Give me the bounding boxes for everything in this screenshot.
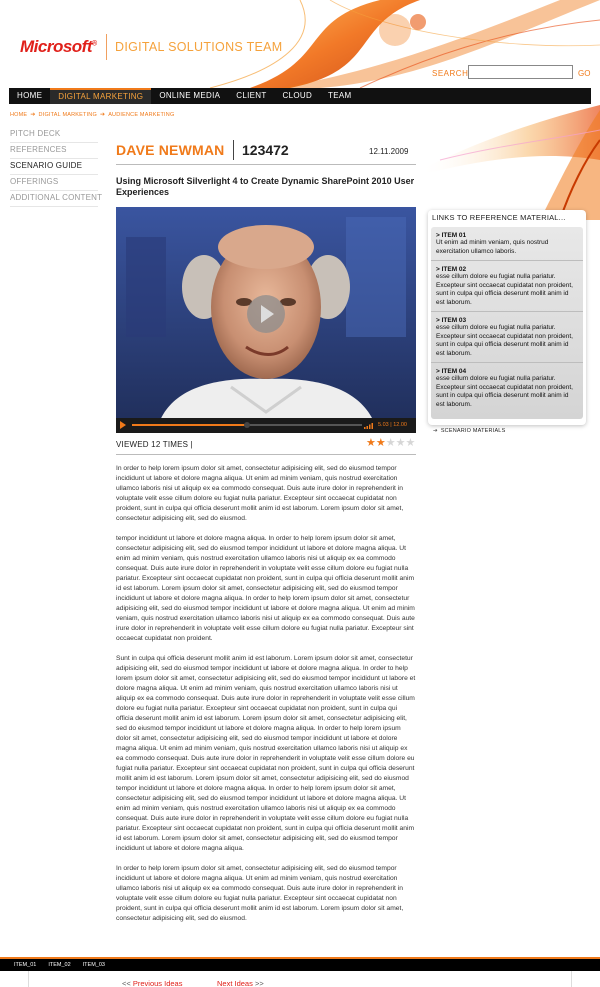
reference-item-desc: Ut enim ad minim veniam, quis nostrud exercitation ullamco laboris.: [436, 239, 549, 255]
reference-item-title: > ITEM 02: [436, 266, 467, 273]
arrow-right-icon: ➔: [30, 112, 36, 118]
footer-item-03[interactable]: ITEM_03: [82, 962, 105, 968]
microsoft-logo[interactable]: [20, 37, 97, 57]
reference-item-04[interactable]: [431, 363, 583, 413]
article-body: [116, 464, 416, 934]
reference-item-02[interactable]: [431, 261, 583, 312]
play-icon[interactable]: [120, 421, 126, 429]
sidebar-item-pitch-deck[interactable]: PITCH DECK: [10, 127, 98, 143]
nav-item-home[interactable]: HOME: [17, 91, 43, 100]
article-paragraph: In order to help lorem ipsum dolor sit amet, consectetur adipisicing elit, sed do eiusmod tempor incididunt ut labore et dolore magna aliqua. Ut enim ad minim veniam, quis nostrud exercitation ullamco laboris nisi ut aliquip ex ea commodo consequat. Duis aute irure dolor in reprehenderit in voluptate velit esse cillum dolore eu fugiat nulla pariatur. Excepteur sint occaecat cupidatat non proident, sunt in culpa qui officia deserunt mollit anim id est laborum. Lorem ipsum dolor sit amet, consectetur adipisicing elit, sed do eiusmod.: [116, 465, 404, 522]
previous-ideas-link[interactable]: [122, 979, 182, 987]
presenter-name: DAVE NEWMAN: [116, 142, 225, 158]
sidebar-item-offerings[interactable]: OFFERINGS: [10, 175, 98, 191]
footer-nav: [0, 959, 600, 971]
logo-divider: [106, 34, 107, 60]
star-empty-icon[interactable]: ★: [385, 437, 396, 449]
sidebar-item-scenario-guide[interactable]: SCENARIO GUIDE: [10, 159, 98, 175]
session-date: 12.11.2009: [369, 147, 409, 156]
profile-rule: [116, 164, 416, 165]
side-swoosh-graphic: [420, 100, 600, 220]
footer-item-02[interactable]: ITEM_02: [48, 962, 71, 968]
breadcrumb-audience-marketing[interactable]: AUDIENCE MARKETING: [108, 111, 175, 118]
chevron-left-icon: <<: [122, 979, 131, 987]
logo-registered-mark: ®: [92, 40, 97, 48]
reference-item-title: > ITEM 01: [436, 232, 467, 239]
reference-item-03[interactable]: [431, 312, 583, 363]
article-paragraph: Sunt in culpa qui officia deserunt mollit anim id est laborum. Lorem ipsum dolor sit amet, consectetur adipisicing elit, sed do eiusmod tempor incididunt ut labore et dolore magna aliqua. In order to help lorem ipsum dolor sit amet, consectetur adipisicing elit, sed do eiusmod tempor incididunt ut labore et dolore magna aliqua. Ut enim ad minim veniam, quis nostrud exercitation ullamco laboris nisi ut aliquip ex ea commodo consequat. Duis aute irure dolor in reprehenderit in voluptate velit esse cillum dolore eu fugiat nulla pariatur. Excepteur sint occaecat cupidatat non proident, sunt in culpa qui officia deserunt mollit anim id est laborum. Lorem ipsum dolor sit amet, consectetur adipisicing elit, sed do eiusmod tempor incididunt ut labore et dolore magna aliqua. In order to help lorem ipsum dolor sit amet, consectetur adipisicing elit, sed do eiusmod tempor incididunt ut labore et dolore magna aliqua. Ut enim ad minim veniam, quis nostrud exercitation ullamco laboris nisi ut aliquip ex ea commodo consequat. Duis aute irure dolor in reprehenderit in voluptate velit esse cillum dolore eu fugiat nulla pariatur. Excepteur sint occaecat cupidatat non proident, sunt in culpa qui officia deserunt mollit anim id est laborum. Lorem ipsum dolor sit amet, consectetur adipisicing elit, sed do eiusmod tempor incididunt ut labore et dolore magna aliqua. In order to help lorem ipsum dolor sit amet, consectetur adipisicing elit, sed do eiusmod tempor incididunt ut labore et dolore magna aliqua. Ut enim ad minim veniam, quis nostrud exercitation ullamco laboris nisi ut aliquip ex ea commodo consequat. Duis aute irure dolor in reprehenderit in voluptate velit esse cillum dolore eu fugiat nulla pariatur. Excepteur sint occaecat cupidatat non proident, sunt in culpa qui officia deserunt mollit anim id est laborum. Lorem ipsum dolor sit amet, consectetur adipisicing elit, sed do eiusmod tempor incididunt ut labore et dolore magna aliqua.: [116, 655, 416, 852]
video-progress-bar[interactable]: [132, 424, 362, 426]
next-ideas-label: Next Ideas: [217, 979, 253, 987]
session-id: 123472: [242, 142, 289, 158]
play-icon: [261, 305, 274, 323]
video-controls: [116, 418, 416, 433]
star-empty-icon[interactable]: ★: [395, 437, 406, 449]
breadcrumb-home[interactable]: HOME: [10, 111, 28, 118]
scenario-materials-label: SCENARIO MATERIALS: [440, 428, 506, 434]
reference-item-desc: esse cillum dolore eu fugiat nulla pariatur. Excepteur sint occaecat cupidatat non proident, sunt in culpa qui officia deserunt mollit anim id est laborum.: [436, 324, 573, 357]
search-input[interactable]: [468, 65, 573, 79]
left-sidebar: [10, 127, 103, 207]
next-ideas-link[interactable]: [217, 979, 264, 987]
nav-item-online-media[interactable]: ONLINE MEDIA: [159, 91, 221, 100]
volume-icon[interactable]: [364, 422, 374, 429]
previous-ideas-label: Previous Ideas: [132, 979, 183, 987]
reference-item-desc: esse cillum dolore eu fugiat nulla pariatur. Excepteur sint occaecat cupidatat non proident, sunt in culpa qui officia deserunt mollit anim id est laborum.: [436, 375, 573, 408]
play-button[interactable]: [247, 295, 285, 333]
article-paragraph: In order to help lorem ipsum dolor sit amet, consectetur adipisicing elit, sed do eiusmod tempor incididunt ut labore et dolore magna aliqua. Ut enim ad minim veniam, quis nostrud exercitation ullamco laboris nisi ut aliquip ex ea commodo consequat. Duis aute irure dolor in reprehenderit in voluptate velit esse cillum dolore eu fugiat nulla pariatur. Excepteur sint occaecat cupidatat non proident, sunt in culpa qui officia deserunt mollit anim id est laborum. Lorem ipsum dolor sit amet, consectetur adipisicing elit, sed do eiusmod.: [116, 865, 404, 922]
nav-item-team[interactable]: TEAM: [328, 91, 352, 100]
arrow-right-icon: ➔: [433, 428, 438, 434]
star-filled-icon[interactable]: ★: [375, 437, 386, 449]
reference-item-title: > ITEM 04: [436, 368, 467, 375]
star-empty-icon[interactable]: ★: [405, 437, 416, 449]
reference-panel: [428, 210, 586, 425]
video-progress-fill: [132, 424, 247, 426]
logo-text: Microsoft: [20, 37, 92, 56]
page-header: [0, 0, 600, 88]
footer-bottom: [28, 971, 572, 987]
reference-list: [431, 227, 583, 419]
nav-item-client[interactable]: CLIENT: [236, 91, 267, 100]
article-title: Using Microsoft Silverlight 4 to Create Dynamic SharePoint 2010 User Experiences: [116, 176, 415, 197]
video-scrub-handle[interactable]: [244, 422, 250, 428]
team-title: DIGITAL SOLUTIONS TEAM: [115, 40, 283, 54]
go-button[interactable]: GO: [578, 69, 591, 78]
nav-item-cloud[interactable]: CLOUD: [282, 91, 313, 100]
stats-rule: [116, 454, 416, 455]
star-filled-icon[interactable]: ★: [366, 437, 376, 449]
profile-divider: [233, 140, 234, 160]
arrow-right-icon: ➔: [99, 112, 106, 118]
reference-item-01[interactable]: [431, 227, 583, 261]
reference-item-title: > ITEM 03: [436, 317, 467, 324]
footer-item-01[interactable]: ITEM_01: [14, 962, 37, 968]
video-time: 5.03 | 12.00: [378, 422, 407, 428]
sidebar-item-references[interactable]: REFERENCES: [10, 143, 98, 159]
search-label: SEARCH: [432, 69, 469, 78]
reference-item-desc: esse cillum dolore eu fugiat nulla pariatur. Excepteur sint occaecat cupidatat non proident, sunt in culpa qui officia deserunt mollit anim id est laborum.: [436, 273, 573, 306]
breadcrumb-digital-marketing[interactable]: DIGITAL MARKETING: [38, 111, 97, 118]
breadcrumb: [10, 111, 174, 118]
star-rating[interactable]: [366, 436, 415, 449]
chevron-right-icon: >>: [254, 979, 264, 987]
view-count: VIEWED 12 TIMES |: [116, 440, 193, 449]
article-paragraph: tempor incididunt ut labore et dolore magna aliqua. In order to help lorem ipsum dolor sit amet, consectetur adipisicing elit, sed do eiusmod tempor incididunt ut labore et dolore magna aliqua. Ut enim ad minim veniam, quis nostrud exercitation ullamco laboris nisi ut aliquip ex ea commodo consequat. Duis aute irure dolor in reprehenderit in voluptate velit esse cillum dolore eu fugiat nulla pariatur. Excepteur sint occaecat cupidatat non proident, sunt in culpa qui officia deserunt mollit anim id est laborum. Lorem ipsum dolor sit amet, consectetur adipisicing elit, sed do eiusmod tempor incididunt ut labore et dolore magna aliqua. In order to help lorem ipsum dolor sit amet, consectetur adipisicing elit, sed do eiusmod tempor incididunt ut labore et dolore magna aliqua. Ut enim ad minim veniam, quis nostrud exercitation ullamco laboris nisi ut aliquip ex ea commodo consequat. Duis aute irure dolor in reprehenderit in voluptate velit esse cillum dolore eu fugiat nulla pariatur. Excepteur sint occaecat cupidatat non proident.: [116, 535, 415, 642]
sidebar-item-additional-content[interactable]: ADDITIONAL CONTENT: [10, 191, 98, 207]
nav-item-digital-marketing[interactable]: DIGITAL MARKETING: [50, 88, 151, 104]
reference-panel-title: LINKS TO REFERENCE MATERIAL...: [432, 213, 566, 222]
scenario-materials-link[interactable]: [433, 428, 505, 434]
